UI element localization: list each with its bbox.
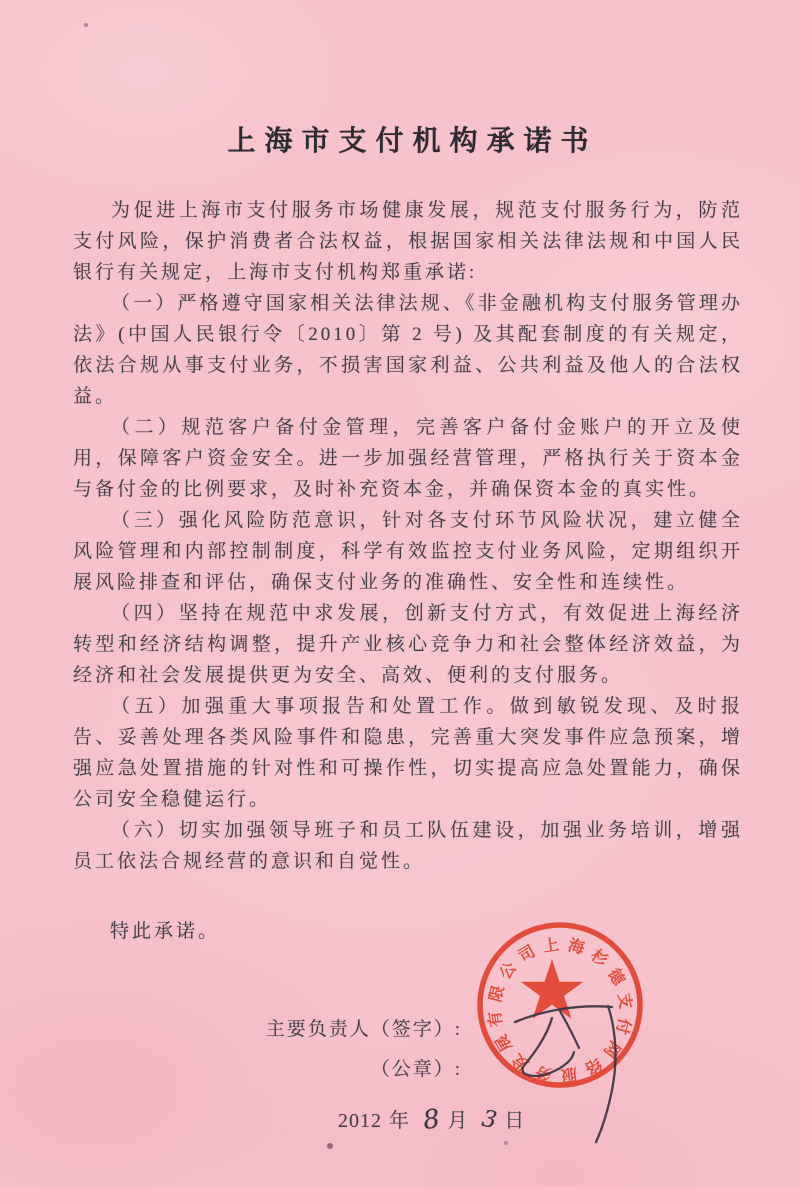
- svg-text:网: 网: [599, 1037, 624, 1061]
- closing-statement: 特此承诺。: [110, 921, 221, 942]
- signature-scribble: [500, 995, 645, 1150]
- svg-text:付: 付: [612, 1016, 633, 1037]
- svg-text:司: 司: [516, 943, 539, 966]
- handwritten-month: 8: [421, 1103, 443, 1137]
- svg-text:限: 限: [487, 983, 508, 1004]
- svg-text:支: 支: [614, 991, 634, 1011]
- paper-speck: [327, 1143, 333, 1149]
- signature-label: 主要负责人（签字）:: [265, 1019, 462, 1040]
- svg-text:德: 德: [604, 966, 627, 989]
- paragraph: （四）坚持在规范中求发展，创新支付方式，有效促进上海经济转型和经济结构调整，提升产业核心竞争力和社会整体经济效益，为经济和社会发展提供更为安全、高效、便利的支付服务。: [73, 603, 743, 686]
- date-month-unit: 月: [447, 1110, 469, 1132]
- seal-label: （公章）:: [370, 1059, 462, 1080]
- svg-text:务: 务: [533, 1062, 554, 1083]
- paper-speck: [504, 1141, 508, 1145]
- paragraph: 为促进上海市支付服务市场健康发展，规范支付服务行为，防范支付风险，保护消费者合法权益，根据国家相关法律法规和中国人民银行有关规定，上海市支付机构郑重承诺:: [73, 200, 743, 283]
- svg-text:海: 海: [566, 937, 587, 958]
- paragraph: （一）严格遵守国家相关法律法规、《非金融机构支付服务管理办法》(中国人民银行令〔2010〕第 2 号) 及其配套制度的有关规定，依法合规从事支付业务，不损害国家利益、公共利益及他人的合法权益。: [73, 293, 743, 407]
- paragraph: （六）切实加强领导班子和员工队伍建设，加强业务培训，增强员工依法合规经营的意识和自觉性。: [73, 820, 743, 872]
- svg-text:有: 有: [486, 1009, 506, 1029]
- svg-text:服: 服: [559, 1064, 579, 1084]
- paper-speck: [84, 23, 88, 27]
- document-title: 上海市支付机构承诺书: [227, 124, 598, 156]
- svg-text:杉: 杉: [587, 946, 611, 971]
- handwritten-day: 3: [479, 1105, 500, 1135]
- date-day-unit: 日: [504, 1110, 526, 1132]
- svg-text:公: 公: [496, 959, 521, 983]
- date-year-unit: 年: [389, 1110, 410, 1132]
- paragraph: （五）加强重大事项报告和处置工作。做到敏锐发现、及时报告、妥善处理各类风险事件和隐患，完善重大突发事件应急预案，增强应急处置措施的针对性和可操作性，切实提高应急处置能力，确保公司安全稳健运行。: [73, 696, 743, 810]
- document-body: [73, 195, 743, 877]
- date-year: 2012: [338, 1110, 382, 1132]
- signature-block: [0, 1014, 462, 1094]
- svg-text:展: 展: [493, 1031, 516, 1054]
- paragraph: （三）强化风险防范意识，针对各支付环节风险状况，建立健全风险管理和内部控制制度，科学有效监控支付业务风险，定期组织开展风险排查和评估，确保支付业务的准确性、安全性和连续性。: [73, 510, 743, 593]
- paragraph: （二）规范客户备付金管理，完善客户备付金账户的开立及使用，保障客户资金安全。进一步加强经营管理，严格执行关于资本金与备付金的比例要求，及时补充资本金，并确保资本金的真实性。: [73, 417, 743, 500]
- svg-text:络: 络: [581, 1054, 604, 1077]
- svg-text:上: 上: [541, 936, 561, 956]
- svg-text:发: 发: [509, 1049, 533, 1074]
